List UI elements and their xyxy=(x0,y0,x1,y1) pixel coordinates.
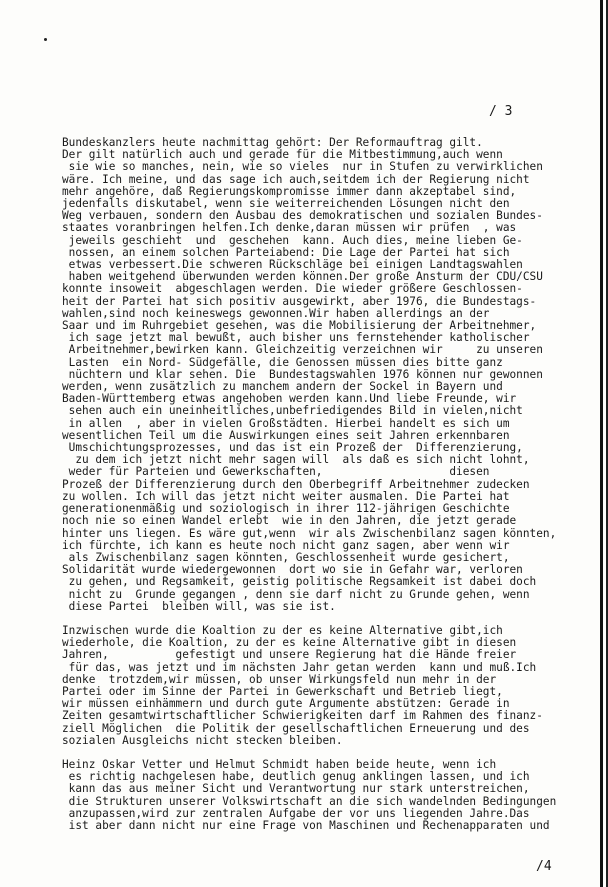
page-number-top: / 3 xyxy=(489,104,513,119)
text-line: wesentlichen Teil um die Auswirkungen eines seit Jahren erkennbaren xyxy=(62,428,510,442)
text-line: weder für Parteien und Gewerkschaften, diesen xyxy=(62,465,490,479)
text-line: Weg verbauen, sondern den Ausbau des demokratischen und sozialen Bundes- xyxy=(62,209,543,223)
text-line: heit der Partei hat sich positiv ausgewirkt, aber 1976, die Bundestags- xyxy=(62,294,537,308)
text-line: wahlen,sind noch keineswegs gewonnen.Wir haben allerdings an der xyxy=(62,306,490,320)
text-line: wir müssen einhämmern und durch gute Argumente abstützen: Gerade in xyxy=(62,697,510,711)
text-line: Zeiten gesamtwirtschaftlicher Schwierigkeiten darf im Rahmen des finanz- xyxy=(62,709,543,723)
text-line: zu wollen. Ich will das jetzt nicht weiter ausmalen. Die Partei hat xyxy=(62,489,510,503)
text-line: werden, wenn zusätzlich zu manchem andern der Sockel in Bayern und xyxy=(62,380,503,394)
text-line: denke trotzdem,wir müssen, ob unser Wirkungsfeld nun mehr in der xyxy=(62,672,497,686)
page-number-bottom: /4 xyxy=(536,859,552,874)
text-line: Umschichtungsprozesses, und das ist ein Prozeß der Differenzierung, xyxy=(62,441,523,455)
text-line: zu dem ich jetzt nicht mehr sagen will als daß es sich nicht lohnt, xyxy=(62,453,530,467)
text-line: ist aber dann nicht nur eine Frage von Maschinen und Rechenapparaten und xyxy=(62,818,550,832)
text-line: Baden-Württemberg etwas angehoben werden kann.Und liebe Freunde, wir xyxy=(62,392,517,406)
paragraph xyxy=(62,625,582,747)
document-body xyxy=(62,137,582,832)
text-line: staates voranbringen helfen.Ich denke,daran müssen wir prüfen , was xyxy=(62,221,517,235)
text-line: konnte insoweit abgeschlagen werden. Die wieder größere Geschlossen- xyxy=(62,282,523,296)
text-line: Der gilt natürlich auch und gerade für die Mitbestimmung,auch wenn xyxy=(62,148,503,162)
text-line: kann das aus meiner Sicht und Verantwortung nur stark unterstreichen, xyxy=(62,782,530,796)
text-line: generationenmäßig und soziologisch in ihrer 112-jährigen Geschichte xyxy=(62,502,510,516)
text-line: Partei oder im Sinne der Partei in Gewerkschaft und Betrieb liegt, xyxy=(62,684,503,698)
text-line: haben weitgehend überwunden werden können.Der große Ansturm der CDU/CSU xyxy=(62,270,543,284)
text-line: in allen , aber in vielen Großstädten. Hierbei handelt es sich um xyxy=(62,416,510,430)
text-line: die Strukturen unserer Volkswirtschaft an die sich wandelnden Bedingungen xyxy=(62,794,557,808)
scan-speck xyxy=(44,38,47,41)
text-line: Prozeß der Differenzierung durch den Oberbegriff Arbeitnehmer zudecken xyxy=(62,477,530,491)
text-line: ich fürchte, ich kann es heute noch nicht ganz sagen, aber wenn wir xyxy=(62,538,510,552)
text-line: Saar und im Ruhrgebiet gesehen, was die Mobilisierung der Arbeitnehmer, xyxy=(62,319,537,333)
text-line: mehr angehöre, daß Regierungskompromisse immer dann akzeptabel sind, xyxy=(62,184,517,198)
text-line: diese Partei bleiben will, was sie ist. xyxy=(62,599,336,613)
text-line: wäre. Ich meine, und das sage ich auch,seitdem ich der Regierung nicht xyxy=(62,172,530,186)
text-line: Lasten ein Nord- Südgefälle, die Genossen müssen dies bitte ganz xyxy=(62,355,503,369)
text-line: sie wie so manches, nein, wie so vieles nur in Stufen zu verwirklichen xyxy=(62,160,543,174)
text-line: Bundeskanzlers heute nachmittag gehört: Der Reformauftrag gilt. xyxy=(62,136,483,149)
text-line: nicht zu Grunde gegangen , denn sie darf nicht zu Grunde gehen, wenn xyxy=(62,587,530,601)
text-line: ziell Möglichen die Politik der gesellschaftlichen Erneuerung und des xyxy=(62,721,530,735)
text-line: sozialen Ausgleichs nicht stecken bleiben. xyxy=(62,733,343,747)
text-line: als Zwischenbilanz sagen könnten, Geschlossenheit wurde gesichert, xyxy=(62,550,510,564)
text-line: etwas verbessert.Die schweren Rückschläge bei einigen Landtagswahlen xyxy=(62,258,523,272)
page-edge-shadow xyxy=(600,0,603,887)
text-line: Heinz Oskar Vetter und Helmut Schmidt haben beide heute, wenn ich xyxy=(62,757,497,771)
text-line: Inzwischen wurde die Koaltion zu der es keine Alternative gibt,ich xyxy=(62,623,503,637)
text-line: hinter uns liegen. Es wäre gut,wenn wir als Zwischenbilanz sagen könnten, xyxy=(62,526,557,540)
text-line: nossen, an einem solchen Parteiabend: Die Lage der Partei hat sich xyxy=(62,245,510,259)
text-line: jedenfalls diskutabel, wenn sie weiterreichenden Lösungen nicht den xyxy=(62,197,510,211)
text-line: jeweils geschieht und geschehen kann. Auch dies, meine lieben Ge- xyxy=(62,233,523,247)
text-line: wiederhole, die Koaltion, zu der es keine Alternative gibt in diesen xyxy=(62,636,517,650)
paragraph xyxy=(62,759,582,832)
text-line: es richtig nachgelesen habe, deutlich genug anklingen lassen, und ich xyxy=(62,770,530,784)
paragraph xyxy=(62,137,582,613)
text-line: Jahren, gefestigt und unsere Regierung hat die Hände freier xyxy=(62,648,517,662)
text-line: für das, was jetzt und im nächsten Jahr getan werden kann und muß.Ich xyxy=(62,660,537,674)
text-line: Arbeitnehmer,bewirken kann. Gleichzeitig verzeichnen wir zu unseren xyxy=(62,343,543,357)
text-line: sehen auch ein uneinheitliches,unbefriedigendes Bild in vielen,nicht xyxy=(62,404,523,418)
text-line: zu gehen, und Regsamkeit, geistig politische Regsamkeit ist dabei doch xyxy=(62,575,537,589)
text-line: Solidarität wurde wiedergewonnen dort wo sie in Gefahr war, verloren xyxy=(62,563,523,577)
text-line: nüchtern und klar sehen. Die Bundestagswahlen 1976 können nur gewonnen xyxy=(62,367,543,381)
text-line: anzupassen,wird zur zentralen Aufgabe der vor uns liegenden Jahre.Das xyxy=(62,806,530,820)
text-line: ich sage jetzt mal bewußt, auch bisher uns fernstehender katholischer xyxy=(62,331,530,345)
text-line: noch nie so einen Wandel erlebt wie in den Jahren, die jetzt gerade xyxy=(62,514,517,528)
